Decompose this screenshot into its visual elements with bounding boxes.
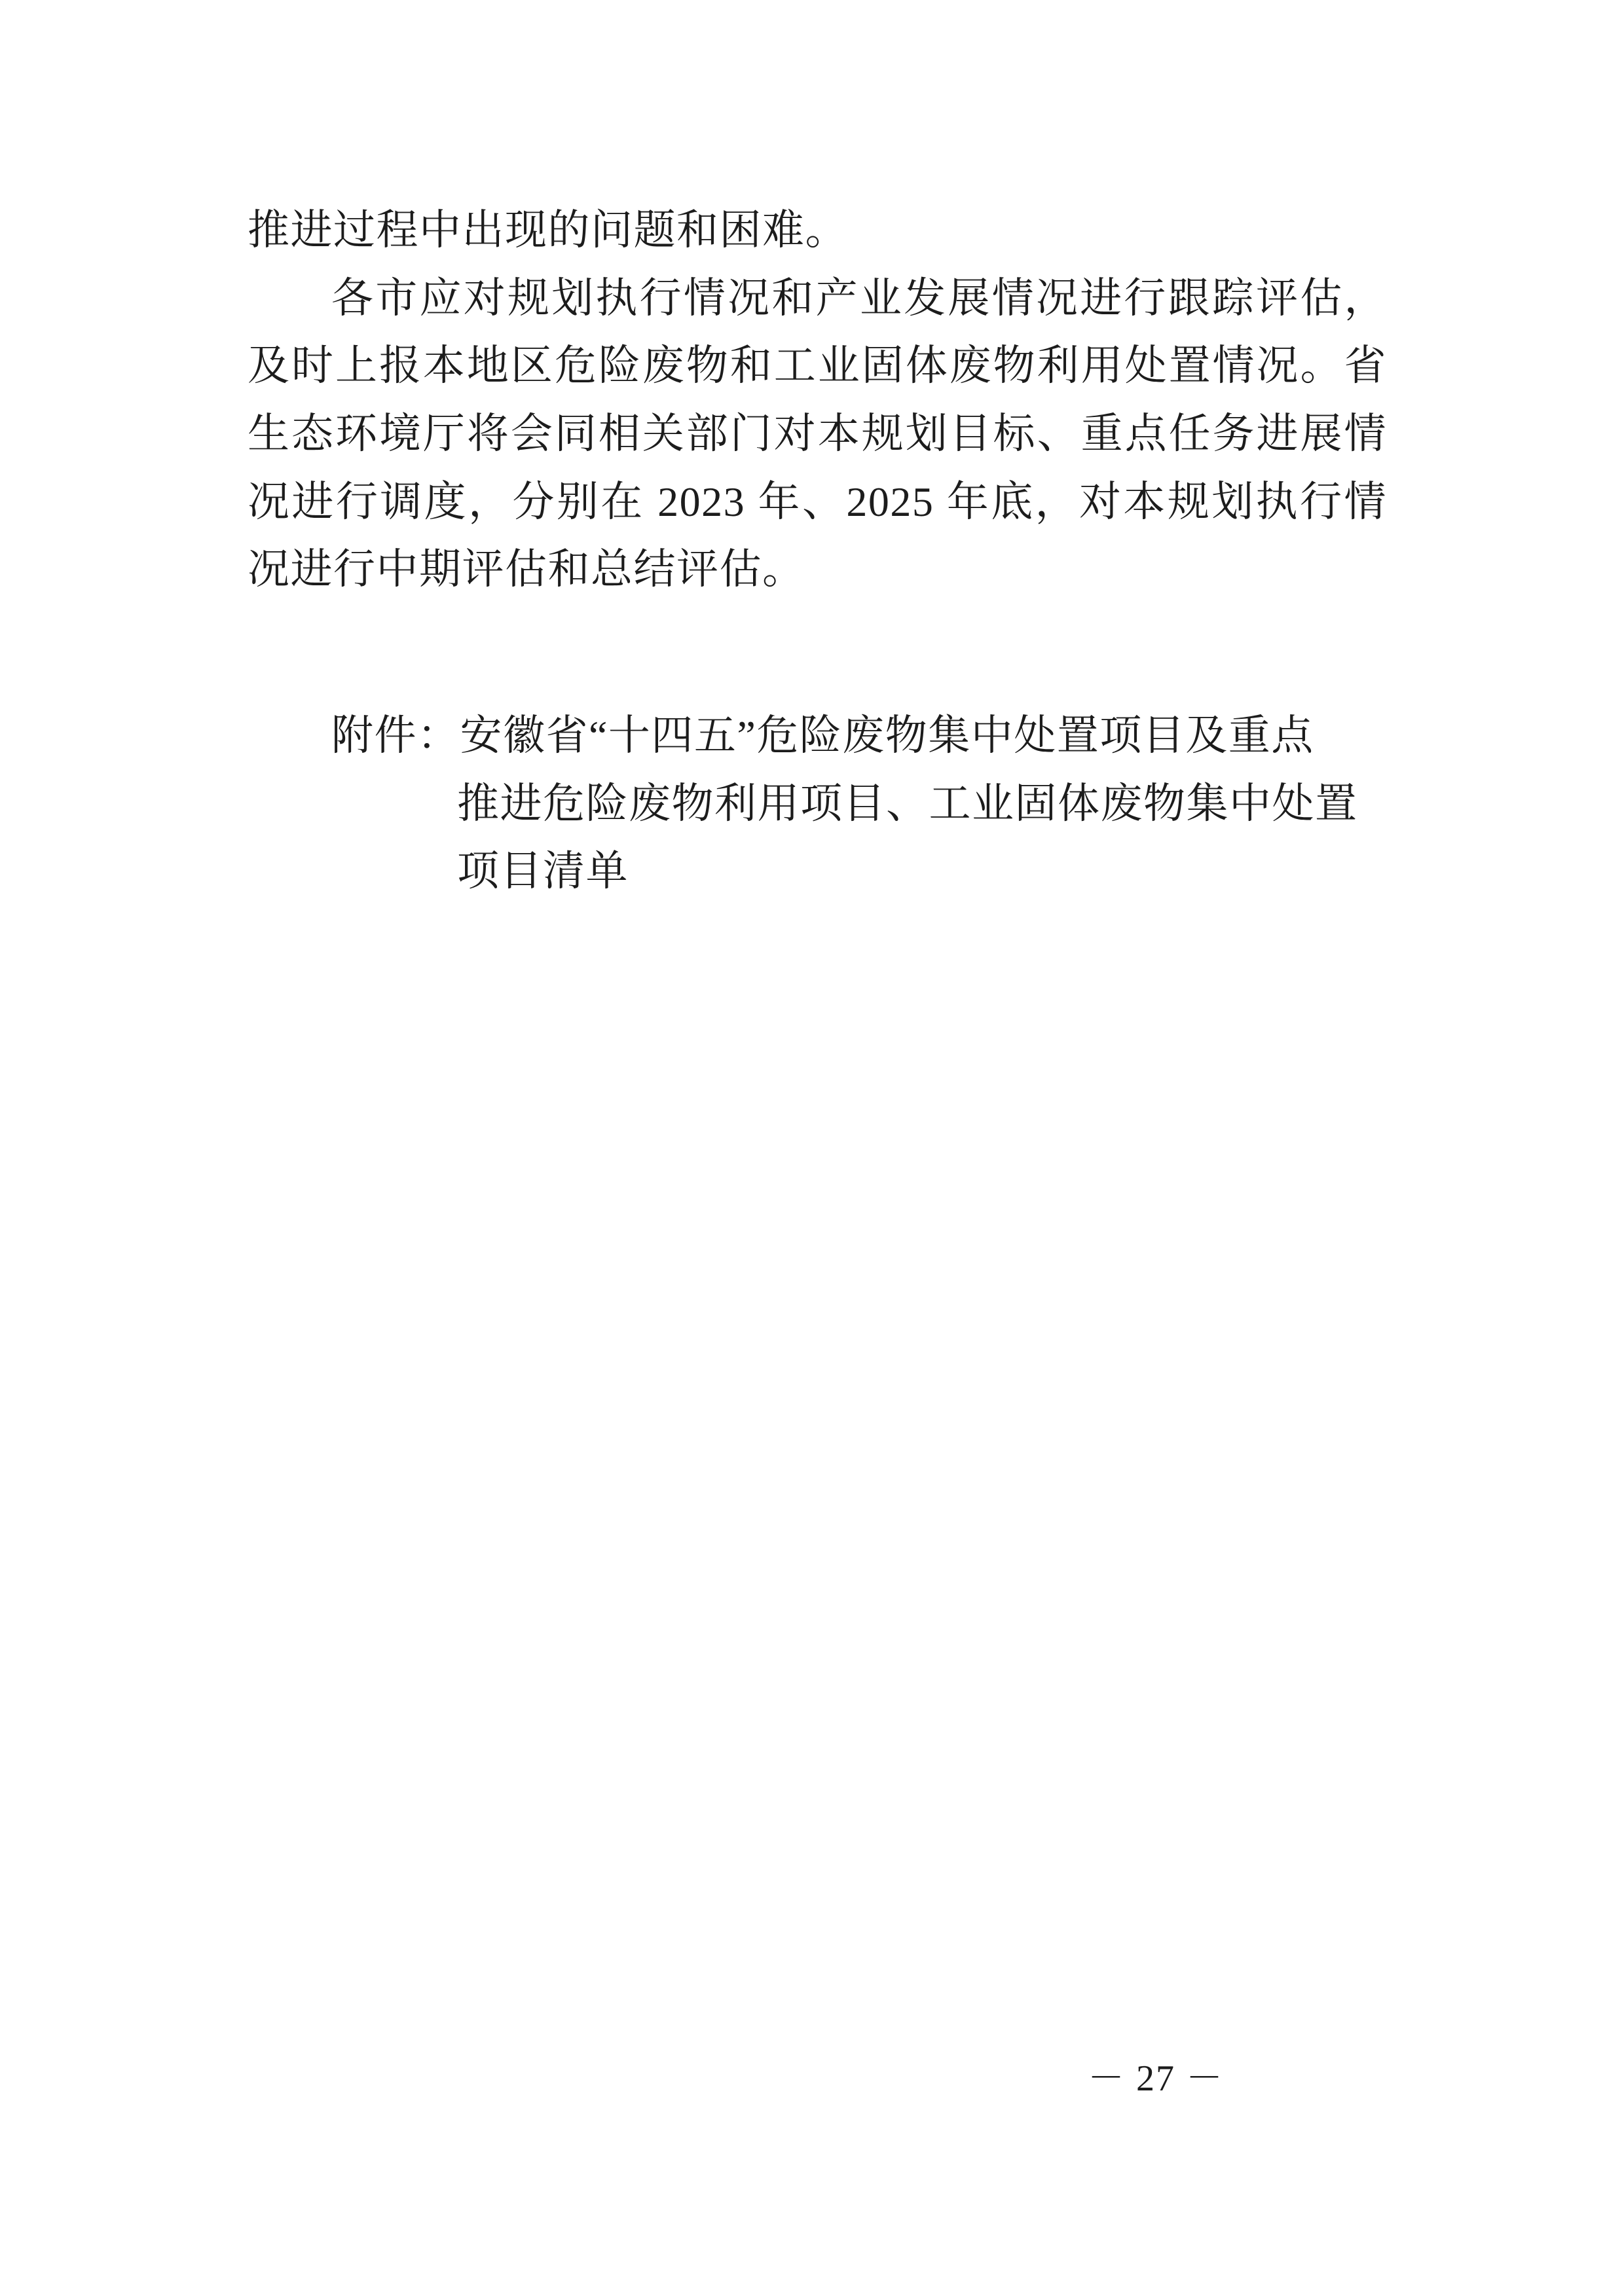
attachment-block	[248, 702, 1387, 905]
paragraph-continuation: 推进过程中出现的问题和困难。	[248, 207, 848, 253]
attachment-line-2: 推进危险废物利用项目、工业固体废物集中处置	[457, 780, 1358, 827]
page-number: － 27 －	[1088, 2058, 1224, 2099]
document-body	[248, 196, 1387, 905]
paragraph-spacer	[248, 604, 1387, 702]
page-footer	[0, 2049, 1624, 2102]
attachment-line-3: 项目清单	[457, 848, 629, 895]
paragraph-city-assessment: 各市应对规划执行情况和产业发展情况进行跟踪评估，及时上报本地区危险废物和工业固体废物利用处置情况。省生态环境厅将会同相关部门对本规划目标、重点任务进展情况进行调度，分别在 2023 年、2025 年底，对本规划执行情况进行中期评估和总结评估。	[248, 274, 1387, 593]
attachment-line-1: 附件：安徽省“十四五”危险废物集中处置项目及重点	[331, 712, 1314, 759]
